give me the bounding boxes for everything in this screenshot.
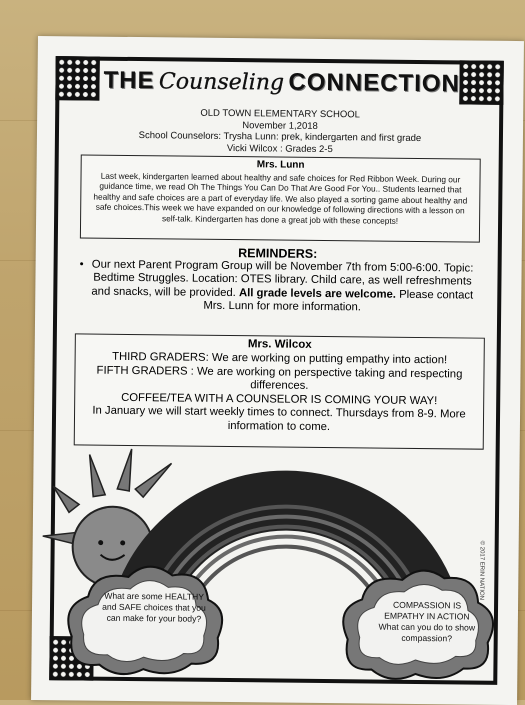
title-the: THE	[103, 66, 155, 95]
wilcox-line-third: THIRD GRADERS: We are working on putting empathy into action!	[112, 350, 448, 367]
lunn-body: Last week, kindergarten learned about healthy and safe choices for Red Ribbon Week. During our guidance time, we read Oh The Things You Can Do That Are Good For You.. Students learned that healthy and safe choices are a part of everyday life. We also played a sorting game about healthy and safe choices.This week we have expanded on our knowledge of following directions with a lesson on self-talk. Kindergarten has done a great job with these concepts!	[93, 170, 468, 226]
newsletter-date: November 1,2018	[242, 119, 318, 132]
wilcox-heading: Mrs. Wilcox	[247, 338, 312, 351]
school-name: OLD TOWN ELEMENTARY SCHOOL	[200, 107, 361, 121]
lunn-box	[80, 154, 481, 242]
title-connection: CONNECTION	[288, 68, 460, 98]
compassion-caps: COMPASSION IS EMPATHY IN ACTION	[384, 599, 470, 622]
bullet-icon: •	[79, 258, 84, 271]
reminders-tail: Please contact Mrs. Lunn for more information.	[203, 288, 474, 314]
reminders-body	[75, 258, 480, 316]
newsletter-page	[31, 36, 524, 705]
reminders-section	[75, 244, 480, 316]
rainbow-sun-illustration	[31, 446, 519, 691]
wilcox-box	[74, 333, 485, 449]
polka-dot-corner	[55, 56, 99, 100]
lunn-heading: Mrs. Lunn	[256, 159, 305, 171]
reminders-heading: REMINDERS:	[238, 246, 318, 261]
wilcox-body	[75, 350, 484, 436]
copyright-text: © 2017 ERIN NATION	[478, 540, 485, 601]
polka-dot-corner	[459, 60, 503, 104]
reminders-bold: All grade levels are welcome.	[238, 286, 397, 301]
compassion-question: What can you do to show compassion?	[378, 621, 476, 644]
left-cloud-question: What are some HEALTHY and SAFE choices that you can make for your body?	[102, 590, 206, 624]
header-block	[37, 106, 523, 157]
reminders-text: Our next Parent Program Group will be November 7th from 5:00-6:00. Topic: Bedtime Struggles. Location: OTES library. Child care, as well refreshments and snacks, will be provided.	[91, 258, 474, 299]
right-cloud-text	[372, 600, 482, 645]
wilcox-line-coffee: COFFEE/TEA WITH A COUNSELOR IS COMING YOUR WAY!	[121, 391, 438, 407]
title-counseling: Counseling	[158, 69, 285, 96]
wilcox-line-fifth: FIFTH GRADERS : We are working on perspective taking and respecting differences.	[96, 364, 463, 393]
counselors-line: School Counselors: Trysha Lunn: prek, kindergarten and first grade	[138, 130, 422, 145]
wilcox-grades-line: Vicki Wilcox : Grades 2-5	[226, 142, 333, 155]
wilcox-line-january: In January we will start weekly times to connect. Thursdays from 8-9. More information to come.	[92, 404, 466, 434]
